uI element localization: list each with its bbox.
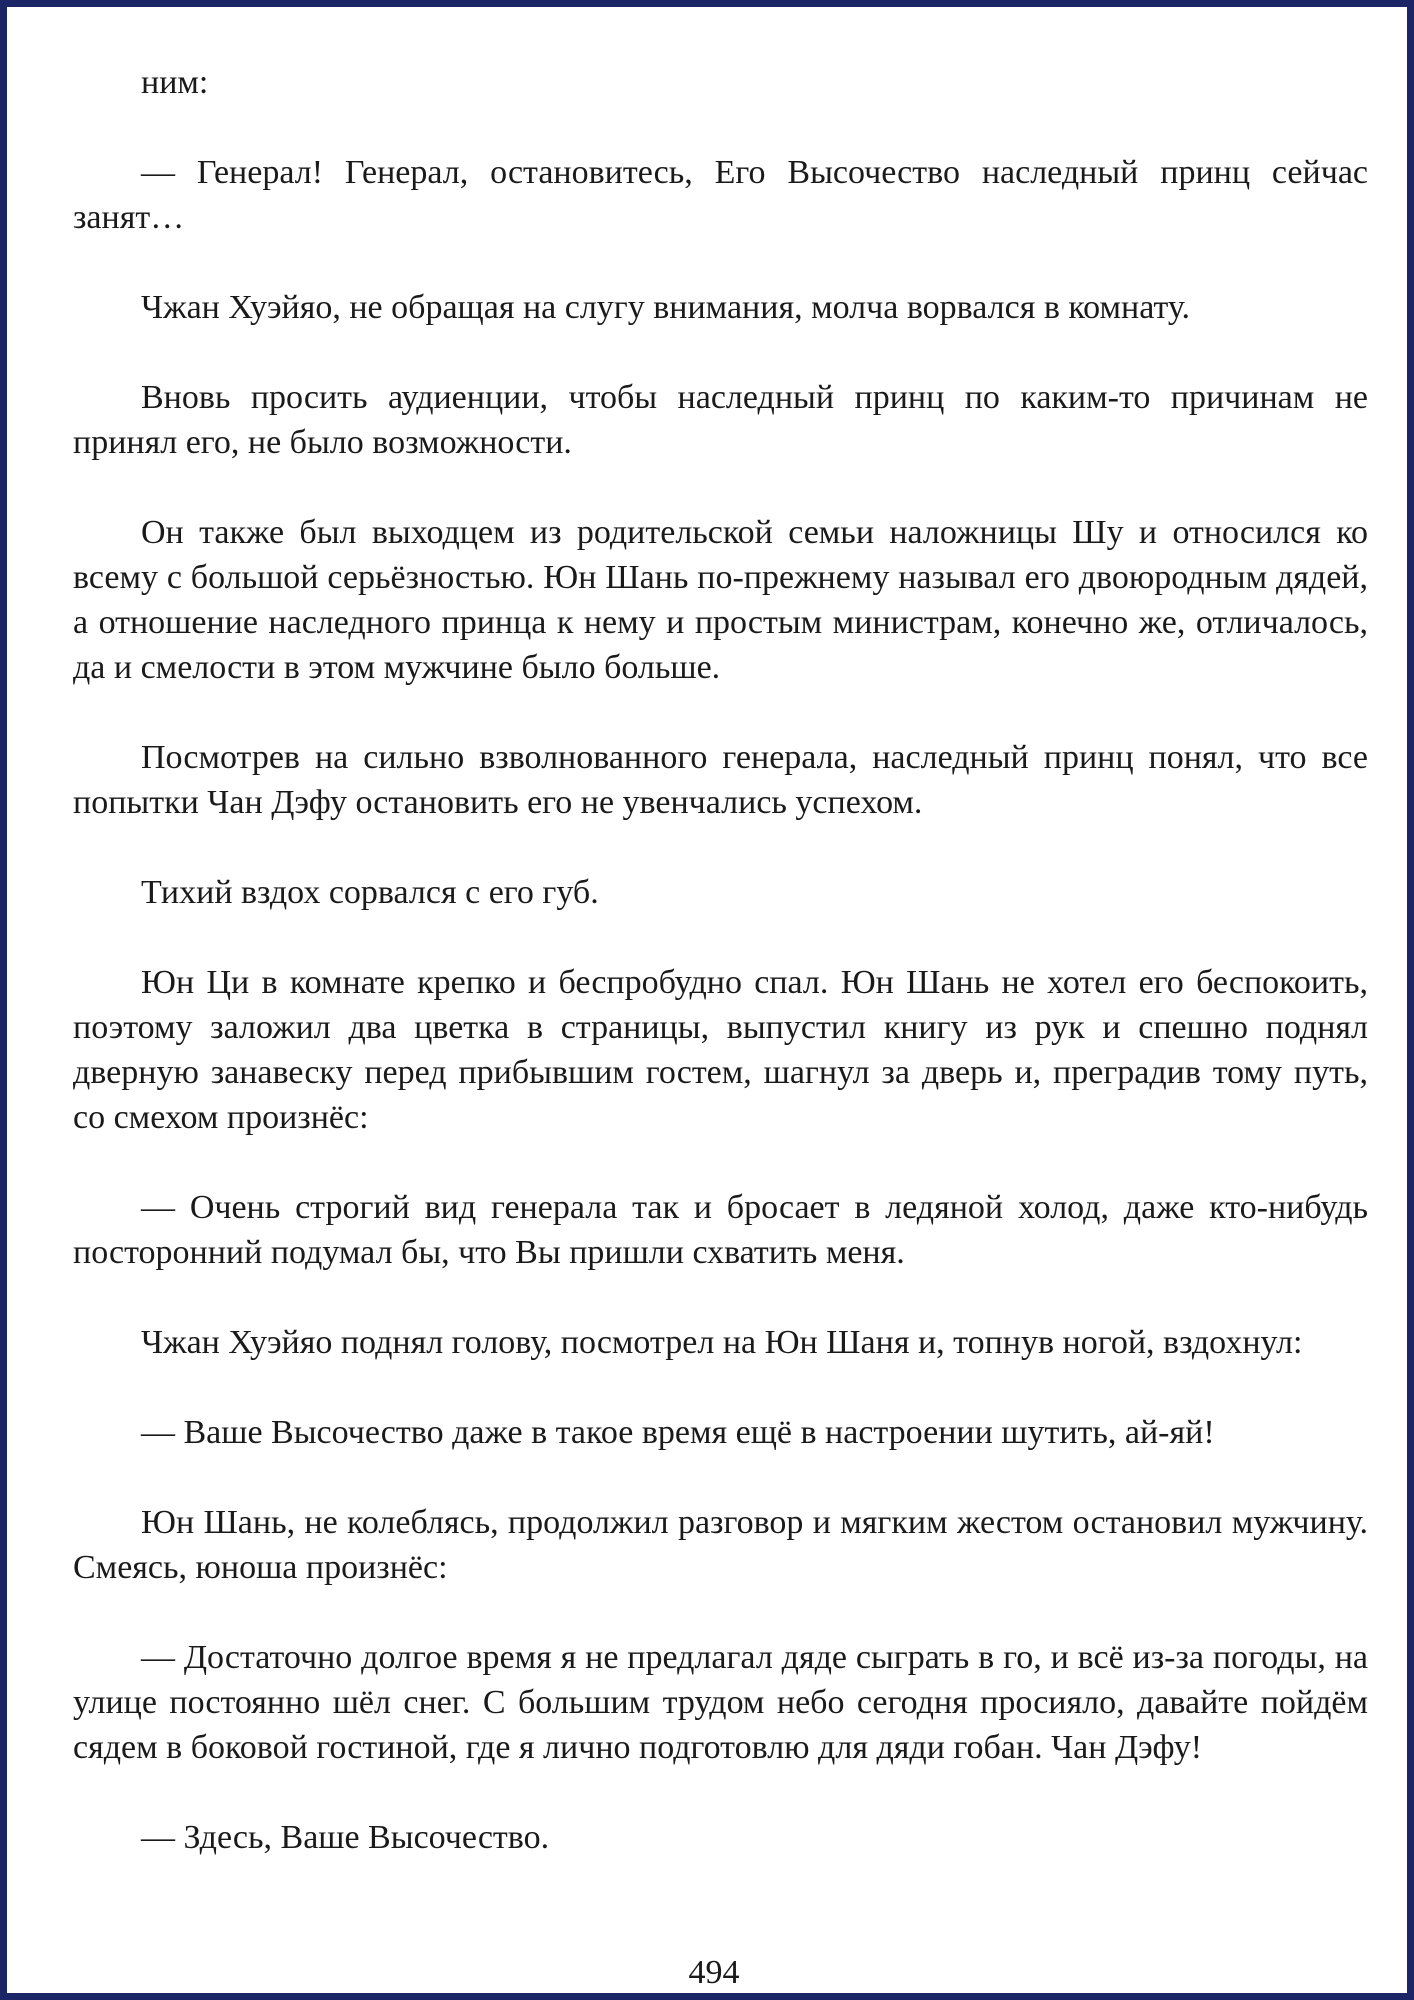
paragraph: Чжан Хуэйяо, не обращая на слугу внимания, молча ворвался в комнату.: [141, 289, 1190, 326]
paragraph: — Здесь, Ваше Высочество.: [141, 1819, 550, 1856]
paragraph: — Ваше Высочество даже в такое время ещё в настроении шутить, ай-яй!: [141, 1414, 1215, 1451]
paragraph: Юн Ци в комнате крепко и беспробудно спал. Юн Шань не хотел его беспокоить, поэтому заложил два цветка в страницы, выпустил книгу из рук и спешно поднял дверную занавеску перед прибывшим гостем, шагнул за дверь и, преградив тому путь, со смехом произнёс:: [73, 964, 1368, 1136]
paragraph: — Очень строгий вид генерала так и бросает в ледяной холод, даже кто-нибудь посторонний подумал бы, что Вы пришли схватить меня.: [73, 1189, 1368, 1271]
page-number: 494: [688, 1954, 740, 1991]
paragraph: Юн Шань, не колеблясь, продолжил разговор и мягким жестом остановил мужчину. Смеясь, юноша произнёс:: [73, 1504, 1368, 1586]
paragraph: — Генерал! Генерал, остановитесь, Его Высочество наследный принц сейчас занят…: [73, 154, 1368, 236]
paragraph: — Достаточно долгое время я не предлагал дяде сыграть в го, и всё из-за погоды, на улице постоянно шёл снег. С большим трудом небо сегодня просияло, давайте пойдём сядем в боковой гостиной, где я лично подготовлю для дяди гобан. Чан Дэфу!: [73, 1639, 1368, 1766]
paragraph: Чжан Хуэйяо поднял голову, посмотрел на Юн Шаня и, топнув ногой, вздохнул:: [141, 1324, 1303, 1361]
paragraph: Тихий вздох сорвался с его губ.: [141, 874, 599, 911]
paragraph: ним:: [141, 64, 209, 101]
page-body-text: [73, 60, 1368, 1860]
paragraph: Вновь просить аудиенции, чтобы наследный принц по каким-то причинам не принял его, не было возможности.: [73, 379, 1368, 461]
paragraph: Он также был выходцем из родительской семьи наложницы Шу и относился ко всему с большой серьёзностью. Юн Шань по-прежнему называл его двоюродным дядей, а отношение наследного принца к нему и простым министрам, конечно же, отличалось, да и смелости в этом мужчине было больше.: [73, 514, 1368, 686]
paragraph: Посмотрев на сильно взволнованного генерала, наследный принц понял, что все попытки Чан Дэфу остановить его не увенчались успехом.: [73, 739, 1368, 821]
